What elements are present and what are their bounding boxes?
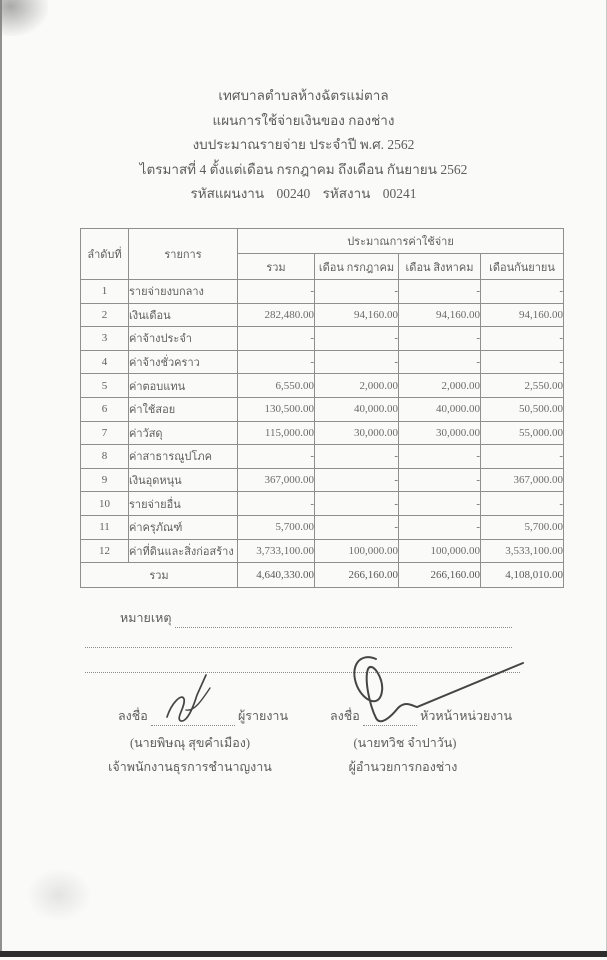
row-august-value: 94,160.00 <box>399 303 481 327</box>
sign-prefix-left: ลงชื่อ <box>118 709 148 723</box>
row-september-value: 367,000.00 <box>481 468 564 492</box>
row-july-value: 100,000.00 <box>315 539 399 563</box>
row-july-value: - <box>315 445 399 469</box>
row-september-value: - <box>481 280 564 304</box>
row-number: 3 <box>81 327 129 351</box>
row-august-value: - <box>399 468 481 492</box>
row-number: 10 <box>81 492 129 516</box>
row-number: 5 <box>81 374 129 398</box>
table-row <box>81 303 564 327</box>
row-item-label: ค่าวัสดุ <box>129 421 238 445</box>
row-august-value: - <box>399 280 481 304</box>
row-total-value: 282,480.00 <box>238 303 315 327</box>
row-item-label: เงินอุดหนุน <box>129 468 238 492</box>
row-number: 12 <box>81 539 129 563</box>
row-item-label: ค่าตอบแทน <box>129 374 238 398</box>
row-september-value: 5,700.00 <box>481 515 564 539</box>
row-number: 4 <box>81 350 129 374</box>
total-september: 4,108,010.00 <box>481 563 564 588</box>
row-july-value: - <box>315 280 399 304</box>
table-row <box>81 421 564 445</box>
budget-year: งบประมาณรายจ่าย ประจำปี พ.ศ. 2562 <box>192 137 415 152</box>
row-august-value: - <box>399 492 481 516</box>
row-number: 11 <box>81 515 129 539</box>
sign-prefix-right: ลงชื่อ <box>330 709 360 723</box>
row-item-label: ค่าสาธารณูปโภค <box>129 445 238 469</box>
row-september-value: 2,550.00 <box>481 374 564 398</box>
col-header-group: ประมาณการค่าใช้จ่าย <box>238 229 564 254</box>
row-august-value: - <box>399 350 481 374</box>
scan-smudge-lower-left <box>26 868 92 922</box>
table-row <box>81 350 564 374</box>
row-september-value: - <box>481 492 564 516</box>
row-september-value: 3,533,100.00 <box>481 539 564 563</box>
table-row <box>81 280 564 304</box>
total-label: รวม <box>81 563 238 588</box>
sign-role-left: ผู้รายงาน <box>237 709 288 723</box>
table-row <box>81 515 564 539</box>
scan-smudge-top-left <box>0 0 48 36</box>
row-total-value: - <box>238 445 315 469</box>
row-item-label: รายจ่ายอื่น <box>129 492 238 516</box>
col-header-no: ลำดับที่ <box>81 229 129 280</box>
row-august-value: - <box>399 515 481 539</box>
row-total-value: 6,550.00 <box>238 374 315 398</box>
row-total-value: 367,000.00 <box>238 468 315 492</box>
row-total-value: - <box>238 350 315 374</box>
plan-title: แผนการใช้จ่ายเงินของ กองช่าง <box>212 112 395 128</box>
row-number: 8 <box>81 445 129 469</box>
total-july: 266,160.00 <box>315 563 399 588</box>
table-body <box>81 280 564 563</box>
row-item-label: ค่าจ้างประจำ <box>129 327 238 351</box>
table-row <box>81 492 564 516</box>
quarter-period: ไตรมาสที่ 4 ตั้งแต่เดือน กรกฎาคม ถึงเดือน กันยายน 2562 <box>139 161 468 177</box>
document-header <box>0 84 607 207</box>
row-item-label: ค่าใช้สอย <box>129 397 238 421</box>
notes-label: หมายเหตุ <box>120 611 172 625</box>
row-july-value: 2,000.00 <box>315 374 399 398</box>
row-september-value: 50,500.00 <box>481 397 564 421</box>
row-september-value: - <box>481 445 564 469</box>
row-september-value: 55,000.00 <box>481 421 564 445</box>
col-header-august: เดือน สิงหาคม <box>399 254 481 280</box>
total-august: 266,160.00 <box>399 563 481 588</box>
signature-dots-right <box>363 711 417 726</box>
row-total-value: - <box>238 327 315 351</box>
row-item-label: รายจ่ายงบกลาง <box>129 280 238 304</box>
col-header-september: เดือนกันยายน <box>481 254 564 280</box>
row-august-value: 40,000.00 <box>399 397 481 421</box>
row-july-value: - <box>315 515 399 539</box>
signer-title-right: ผู้อำนวยการกองช่าง <box>348 760 458 774</box>
row-september-value: - <box>481 327 564 351</box>
row-august-value: - <box>399 327 481 351</box>
total-row <box>81 563 564 588</box>
row-august-value: - <box>399 445 481 469</box>
row-total-value: 130,500.00 <box>238 397 315 421</box>
row-total-value: - <box>238 280 315 304</box>
row-september-value: 94,160.00 <box>481 303 564 327</box>
expense-table <box>80 228 564 588</box>
table-row <box>81 539 564 563</box>
signer-title-left: เจ้าพนักงานธุรการชำนาญงาน <box>108 760 272 774</box>
row-july-value: - <box>315 492 399 516</box>
row-july-value: 40,000.00 <box>315 397 399 421</box>
notes-dotted-line-1 <box>175 613 512 628</box>
notes-row <box>120 608 512 628</box>
row-total-value: - <box>238 492 315 516</box>
signature-dots-left <box>151 711 235 726</box>
row-august-value: 30,000.00 <box>399 421 481 445</box>
col-header-total: รวม <box>238 254 315 280</box>
row-item-label: ค่าครุภัณฑ์ <box>129 515 238 539</box>
table-row <box>81 374 564 398</box>
row-august-value: 100,000.00 <box>399 539 481 563</box>
table-row <box>81 397 564 421</box>
notes-dotted-line-2 <box>85 639 512 648</box>
row-number: 7 <box>81 421 129 445</box>
signer-name-right: (นายทวิช จำปาวัน) <box>353 736 457 750</box>
row-july-value: - <box>315 327 399 351</box>
row-item-label: เงินเดือน <box>129 303 238 327</box>
signature-line-right <box>330 706 512 726</box>
col-header-july: เดือน กรกฎาคม <box>315 254 399 280</box>
org-name: เทศบาลตำบลห้างฉัตรแม่ตาล <box>218 88 389 103</box>
row-september-value: - <box>481 350 564 374</box>
row-number: 6 <box>81 397 129 421</box>
row-number: 1 <box>81 280 129 304</box>
row-july-value: 30,000.00 <box>315 421 399 445</box>
table-row <box>81 327 564 351</box>
row-total-value: 115,000.00 <box>238 421 315 445</box>
row-item-label: ค่าที่ดินและสิ่งก่อสร้าง <box>129 539 238 563</box>
row-number: 9 <box>81 468 129 492</box>
scan-edge-bottom <box>0 951 607 957</box>
row-july-value: - <box>315 350 399 374</box>
row-july-value: - <box>315 468 399 492</box>
row-august-value: 2,000.00 <box>399 374 481 398</box>
col-header-item: รายการ <box>129 229 238 280</box>
total-sum: 4,640,330.00 <box>238 563 315 588</box>
table-row <box>81 445 564 469</box>
signer-name-left: (นายพิษณุ สุขคำเมือง) <box>129 736 251 750</box>
plan-codes: รหัสแผนงาน 00240 รหัสงาน 00241 <box>190 186 417 201</box>
row-item-label: ค่าจ้างชั่วคราว <box>129 350 238 374</box>
row-july-value: 94,160.00 <box>315 303 399 327</box>
row-number: 2 <box>81 303 129 327</box>
signature-line-left <box>118 706 288 726</box>
row-total-value: 3,733,100.00 <box>238 539 315 563</box>
row-total-value: 5,700.00 <box>238 515 315 539</box>
sign-role-right: หัวหน้าหน่วยงาน <box>420 709 512 723</box>
table-row <box>81 468 564 492</box>
